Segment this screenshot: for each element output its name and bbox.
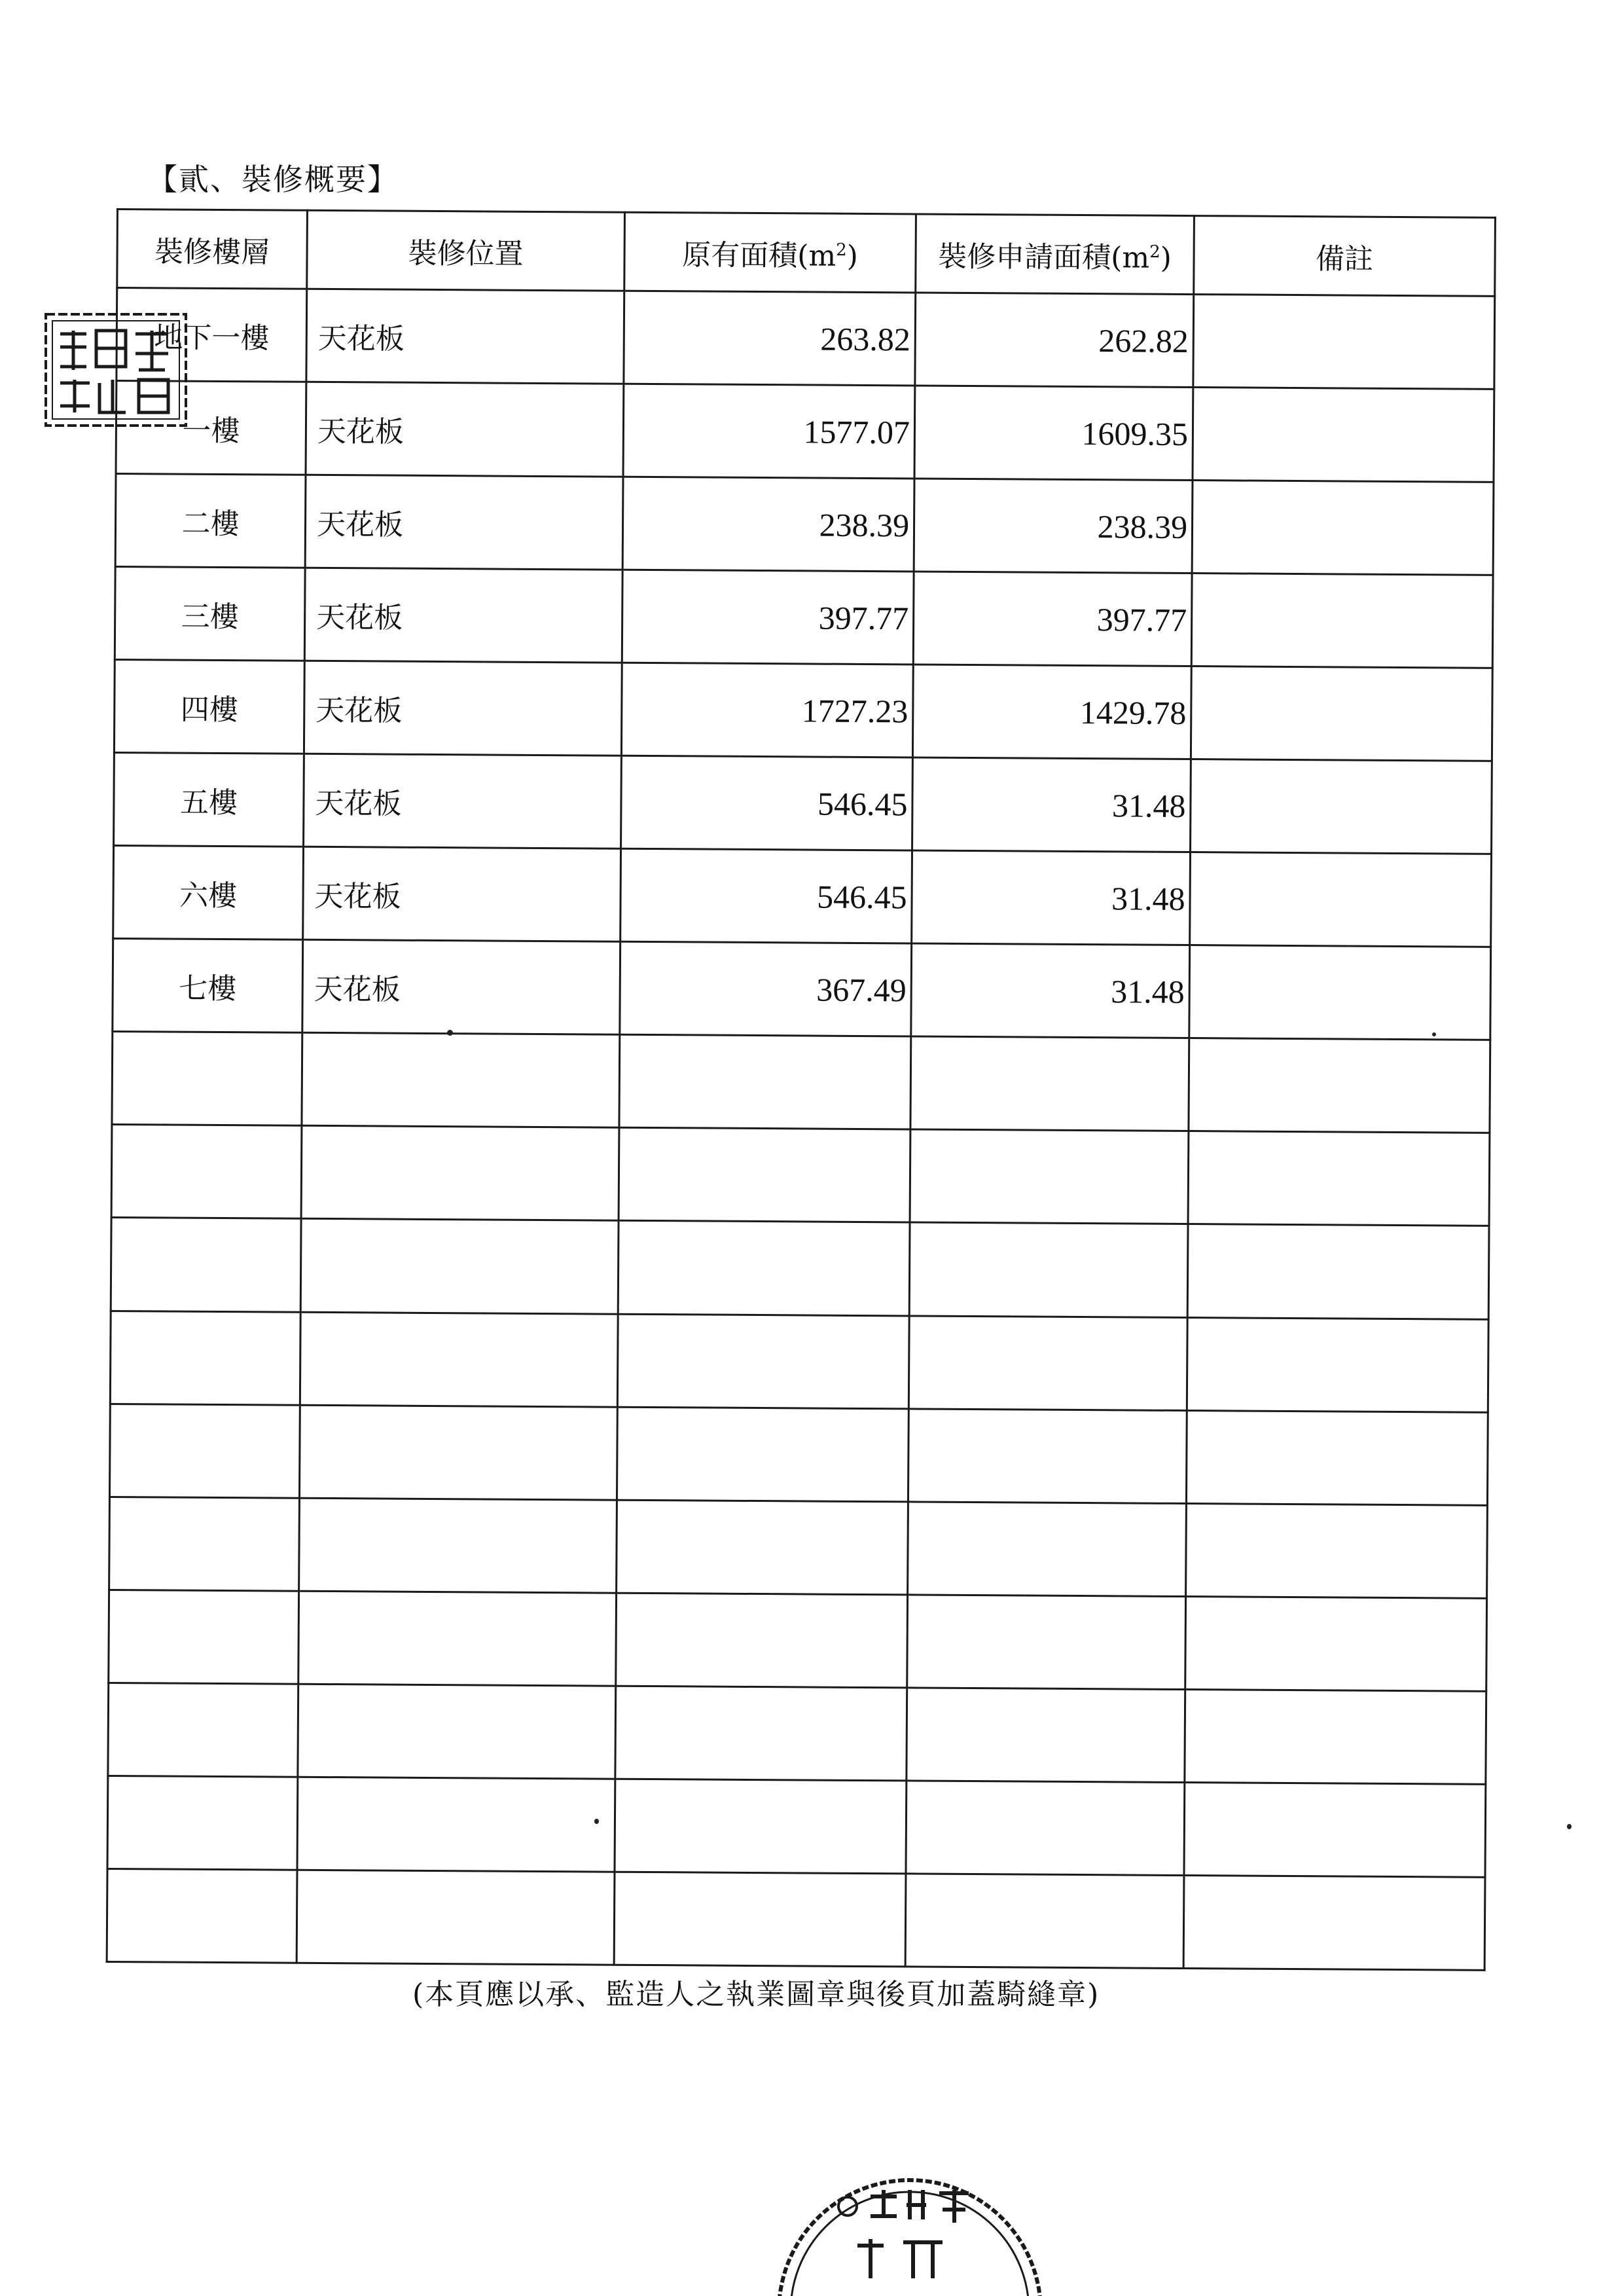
cell-location: 天花板 bbox=[306, 289, 624, 384]
empty-cell bbox=[905, 1874, 1184, 1969]
empty-cell bbox=[1187, 1317, 1488, 1412]
empty-table-row bbox=[108, 1683, 1486, 1784]
cell-applied-area: 31.48 bbox=[912, 850, 1191, 945]
empty-cell bbox=[614, 1872, 906, 1967]
empty-cell bbox=[111, 1125, 302, 1219]
empty-cell bbox=[299, 1498, 617, 1593]
empty-cell bbox=[109, 1404, 300, 1498]
cell-remarks bbox=[1191, 759, 1492, 854]
cell-floor: 四樓 bbox=[114, 660, 304, 754]
empty-cell bbox=[1187, 1224, 1489, 1319]
cell-remarks bbox=[1193, 295, 1495, 390]
empty-cell bbox=[1189, 1038, 1490, 1133]
empty-cell bbox=[619, 1128, 910, 1223]
empty-cell bbox=[110, 1311, 300, 1405]
cell-floor: 一樓 bbox=[116, 381, 306, 475]
cell-original-area: 367.49 bbox=[620, 942, 912, 1037]
empty-cell bbox=[910, 1036, 1189, 1131]
empty-table-row bbox=[109, 1590, 1487, 1691]
cell-applied-area: 397.77 bbox=[913, 572, 1192, 666]
empty-cell bbox=[298, 1684, 616, 1779]
cell-original-area: 1577.07 bbox=[623, 384, 915, 479]
empty-cell bbox=[1186, 1410, 1488, 1505]
empty-cell bbox=[112, 1032, 302, 1126]
empty-cell bbox=[908, 1315, 1187, 1410]
scan-speck bbox=[1432, 1032, 1436, 1036]
empty-cell bbox=[908, 1502, 1187, 1597]
empty-cell bbox=[297, 1777, 615, 1872]
empty-table-row bbox=[112, 1032, 1490, 1133]
cell-location: 天花板 bbox=[303, 847, 621, 942]
table-row bbox=[114, 753, 1492, 854]
empty-cell bbox=[109, 1497, 300, 1591]
cell-remarks bbox=[1192, 481, 1494, 575]
empty-cell bbox=[107, 1868, 297, 1963]
cell-original-area: 1727.23 bbox=[621, 663, 913, 757]
empty-cell bbox=[300, 1312, 618, 1407]
cell-applied-area: 31.48 bbox=[912, 757, 1191, 852]
empty-cell bbox=[907, 1595, 1186, 1690]
empty-cell bbox=[107, 1776, 298, 1870]
header-location: 裝修位置 bbox=[307, 210, 625, 291]
empty-cell bbox=[300, 1219, 619, 1314]
empty-table-row bbox=[110, 1311, 1488, 1412]
cell-remarks bbox=[1193, 388, 1494, 483]
scan-speck bbox=[594, 1819, 599, 1824]
header-original-area: 原有面積$(m^2)$ bbox=[624, 212, 916, 293]
empty-cell bbox=[301, 1126, 619, 1221]
empty-table-row bbox=[109, 1404, 1488, 1505]
cell-original-area: 238.39 bbox=[622, 477, 914, 572]
cell-floor: 三樓 bbox=[115, 567, 305, 661]
empty-cell bbox=[1184, 1782, 1486, 1877]
empty-cell bbox=[616, 1593, 908, 1688]
table-body bbox=[107, 288, 1495, 1971]
empty-cell bbox=[109, 1590, 299, 1684]
renovation-summary-table bbox=[106, 208, 1494, 1971]
cell-remarks bbox=[1191, 574, 1493, 668]
table-row bbox=[113, 846, 1492, 947]
empty-cell bbox=[1188, 1131, 1490, 1226]
cell-floor: 七樓 bbox=[113, 939, 303, 1033]
header-applied-area: 裝修申請面積$(m^2)$ bbox=[916, 214, 1195, 295]
empty-cell bbox=[298, 1591, 617, 1686]
cell-original-area: 546.45 bbox=[621, 756, 913, 850]
cell-location: 天花板 bbox=[304, 754, 622, 848]
cell-remarks bbox=[1190, 852, 1492, 947]
empty-table-row bbox=[111, 1218, 1489, 1319]
empty-cell bbox=[909, 1222, 1188, 1317]
empty-cell bbox=[615, 1779, 907, 1874]
empty-table-row bbox=[111, 1125, 1490, 1226]
cell-original-area: 263.82 bbox=[624, 291, 916, 386]
empty-cell bbox=[619, 1035, 911, 1130]
table-row bbox=[115, 474, 1494, 575]
empty-cell bbox=[618, 1221, 910, 1316]
empty-cell bbox=[908, 1408, 1187, 1503]
table-header-row bbox=[117, 210, 1496, 297]
cell-applied-area: 1609.35 bbox=[914, 386, 1193, 481]
cell-remarks bbox=[1189, 945, 1491, 1040]
empty-cell bbox=[910, 1129, 1189, 1224]
empty-cell bbox=[1185, 1689, 1486, 1784]
cell-remarks bbox=[1191, 666, 1492, 761]
cell-applied-area: 31.48 bbox=[911, 943, 1190, 1038]
empty-cell bbox=[617, 1314, 909, 1409]
empty-cell bbox=[615, 1686, 907, 1781]
empty-cell bbox=[1183, 1875, 1485, 1970]
empty-table-row bbox=[107, 1776, 1486, 1877]
scan-speck bbox=[447, 1030, 453, 1036]
header-floor: 裝修樓層 bbox=[117, 210, 308, 289]
empty-cell bbox=[297, 1870, 615, 1965]
empty-cell bbox=[108, 1683, 298, 1777]
table-row bbox=[117, 288, 1495, 390]
city-seal-icon bbox=[772, 2160, 1047, 2296]
cell-applied-area: 238.39 bbox=[914, 479, 1193, 574]
table-row bbox=[116, 381, 1494, 483]
empty-cell bbox=[906, 1781, 1185, 1876]
empty-cell bbox=[111, 1218, 301, 1312]
cell-floor: 六樓 bbox=[113, 846, 304, 940]
cell-floor: 地下一樓 bbox=[117, 288, 307, 382]
empty-cell bbox=[1186, 1503, 1488, 1598]
cell-location: 天花板 bbox=[305, 475, 623, 570]
cell-floor: 五樓 bbox=[114, 753, 304, 847]
header-remarks: 備註 bbox=[1194, 216, 1496, 297]
cell-location: 天花板 bbox=[306, 382, 624, 477]
architect-seal-icon bbox=[41, 308, 191, 432]
empty-cell bbox=[302, 1033, 620, 1128]
cell-original-area: 397.77 bbox=[622, 570, 914, 665]
cell-location: 天花板 bbox=[302, 940, 620, 1035]
table-row bbox=[115, 567, 1493, 668]
footer-note: (本頁應以承、監造人之執業圖章與後頁加蓋騎縫章) bbox=[412, 1978, 1100, 2011]
empty-cell bbox=[1185, 1596, 1487, 1691]
table-row bbox=[114, 660, 1492, 761]
empty-cell bbox=[907, 1688, 1185, 1783]
empty-cell bbox=[617, 1500, 908, 1595]
scan-speck bbox=[1567, 1824, 1572, 1829]
cell-original-area: 546.45 bbox=[620, 849, 912, 944]
cell-floor: 二樓 bbox=[115, 474, 306, 568]
empty-table-row bbox=[107, 1868, 1485, 1970]
cell-applied-area: 262.82 bbox=[915, 293, 1194, 388]
cell-location: 天花板 bbox=[304, 568, 622, 663]
cell-location: 天花板 bbox=[304, 661, 622, 756]
empty-table-row bbox=[109, 1497, 1488, 1598]
cell-applied-area: 1429.78 bbox=[912, 665, 1191, 759]
table-row bbox=[113, 939, 1491, 1040]
empty-cell bbox=[617, 1407, 908, 1502]
empty-cell bbox=[299, 1405, 617, 1500]
section-title: 【貳、裝修概要】 bbox=[147, 162, 399, 197]
